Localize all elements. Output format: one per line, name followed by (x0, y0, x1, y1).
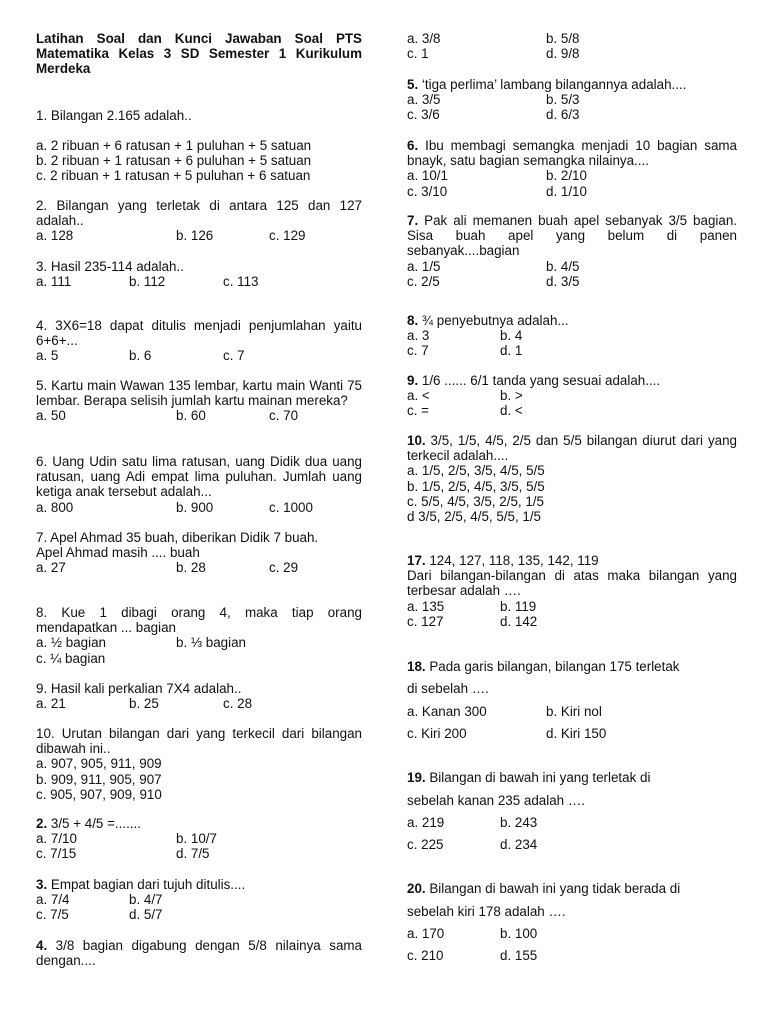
option-c: c. 7 (223, 348, 245, 364)
option-c: c. 28 (223, 696, 253, 712)
option-b: b. 2 ribuan + 1 ratusan + 6 puluhan + 5 satuan (36, 153, 312, 169)
option-row (36, 348, 362, 363)
option-a: a. 800 (36, 499, 74, 515)
question-left-7 (36, 530, 362, 576)
option-a: a. 3/8 (407, 31, 441, 46)
option-a: a. 3 (407, 328, 430, 344)
option-c: c. 70 (269, 408, 299, 424)
option-d: d. 6/3 (546, 107, 580, 123)
option-row (407, 31, 737, 46)
option-a: a. < (407, 388, 430, 404)
option-c: c. 3/6 (407, 107, 440, 123)
question-left-fraction-2 (36, 816, 362, 862)
question-text: 6. Uang Udin satu lima ratusan, uang Didik dua uang ratusan, uang Adi empat lima puluhan. Jumlah uang ketiga anak tersebut adalah... (36, 454, 362, 500)
option-row (36, 274, 362, 289)
option-c: c. 1000 (269, 499, 313, 515)
option-c: c. 113 (223, 274, 259, 290)
option-d: d 3/5, 2/5, 4/5, 5/5, 1/5 (407, 509, 542, 525)
question-left-8 (36, 605, 362, 666)
option-b: b. 25 (129, 696, 159, 712)
option-a: a. 27 (36, 560, 66, 576)
question-left-5 (36, 378, 362, 424)
question-right-9 (407, 373, 737, 419)
option-row (407, 388, 737, 403)
question-text-extra: sebelah kanan 235 adalah …. (407, 793, 585, 808)
option-row (36, 892, 362, 907)
option-row (36, 831, 362, 846)
question-left-1 (36, 108, 362, 123)
question-number: 20. (407, 881, 426, 896)
question-text-extra: sebelah kiri 178 adalah …. (407, 904, 566, 919)
option-b: b. 4/5 (546, 258, 580, 274)
question-number: 3. (36, 877, 48, 892)
option-c: c. 1 (407, 46, 429, 62)
question-text: 7. Apel Ahmad 35 buah, diberikan Didik 7 buah. (36, 530, 319, 545)
question-right-5 (407, 77, 737, 123)
option-b: b. 2/10 (546, 168, 587, 184)
question-text: 3/8 bagian digabung dengan 5/8 nilainya sama dengan.... (36, 938, 362, 969)
option-c: c. Kiri 200 (407, 726, 467, 741)
option-c: c. 129 (269, 228, 306, 244)
option-b: b. 100 (500, 926, 538, 941)
option-a: a. 1/5 (407, 258, 441, 274)
option-d: d. 234 (500, 837, 538, 852)
option-b: b. 5/8 (546, 31, 580, 46)
option-a: a. 170 (407, 926, 445, 941)
option-d: d. 5/7 (129, 907, 163, 923)
option-a: a. 7/10 (36, 831, 77, 847)
question-left-fraction-3 (36, 877, 362, 923)
option-b: b. 4/7 (129, 892, 163, 908)
question-text: ¾ penyebutnya adalah... (418, 313, 569, 328)
question-text: 9. Hasil kali perkalian 7X4 adalah.. (36, 681, 242, 696)
option-b: b. ⅓ bagian (176, 635, 246, 651)
option-a: a. 50 (36, 408, 66, 424)
option-b: b. 909, 911, 905, 907 (36, 771, 162, 787)
question-text: Ibu membagi semangka menjadi 10 bagian sama bnayk, satu bagian semangka nilainya.... (407, 138, 737, 169)
option-d: d. 1/10 (546, 183, 587, 199)
option-row (407, 184, 737, 199)
option-d: d. 155 (500, 948, 538, 963)
option-list (36, 138, 362, 184)
option-row (407, 92, 737, 107)
option-row (407, 168, 737, 183)
question-number: 8. (407, 313, 419, 328)
option-b: b. 119 (500, 598, 537, 614)
option-d: d. Kiri 150 (546, 726, 607, 741)
option-row (36, 408, 362, 423)
option-a: a. 219 (407, 815, 445, 830)
question-number: 10. (407, 433, 426, 448)
option-b: b. 6 (129, 348, 152, 364)
question-number: 17. (407, 553, 426, 568)
question-text: ‘tiga perlima’ lambang bilangannya adalah.... (418, 77, 687, 92)
question-text: 3/5, 1/5, 4/5, 2/5 dan 5/5 bilangan diurut dari yang terkecil adalah.... (407, 433, 737, 464)
option-a: a. 111 (36, 274, 72, 290)
option-c: c. 127 (407, 613, 444, 629)
question-left-3 (36, 259, 362, 289)
question-text: 2. Bilangan yang terletak di antara 125 dan 127 adalah.. (36, 198, 362, 229)
question-text: Bilangan di bawah ini yang tidak berada di (425, 881, 681, 896)
option-row (407, 328, 737, 343)
question-right-7 (407, 213, 737, 289)
option-c: c. 2 ribuan + 1 ratusan + 5 puluhan + 6 satuan (36, 168, 311, 184)
question-text: 3. Hasil 235-114 adalah.. (36, 259, 184, 274)
question-text-extra: di sebelah …. (407, 681, 489, 696)
option-row (407, 403, 737, 418)
question-text: Empat bagian dari tujuh ditulis.... (47, 877, 246, 892)
option-c: c. 29 (269, 560, 299, 576)
option-row (36, 228, 362, 243)
option-a: a. 10/1 (407, 168, 448, 184)
option-b: b. 5/3 (546, 92, 580, 108)
question-text: Pada garis bilangan, bilangan 175 terletak (425, 659, 680, 674)
question-number: 9. (407, 373, 419, 388)
option-b: b. Kiri nol (546, 704, 602, 719)
option-b: b. 126 (176, 228, 214, 244)
option-a: a. 135 (407, 598, 445, 614)
option-c: c. 2/5 (407, 273, 440, 289)
option-a: a. 3/5 (407, 92, 441, 108)
option-a: a. 1/5, 2/5, 3/5, 4/5, 5/5 (407, 463, 545, 479)
option-d: d. 3/5 (546, 273, 580, 289)
option-b: b. 28 (176, 560, 206, 576)
option-b: b. 900 (176, 499, 214, 515)
option-a: a. ½ bagian (36, 635, 106, 651)
option-a: a. 907, 905, 911, 909 (36, 756, 162, 772)
question-text: 1/6 ...... 6/1 tanda yang sesuai adalah.... (418, 373, 661, 388)
question-number: 7. (407, 213, 419, 228)
question-right-19 (407, 770, 737, 785)
option-c: c. 5/5, 4/5, 3/5, 2/5, 1/5 (407, 493, 544, 509)
option-row (36, 907, 362, 922)
option-c: c. 210 (407, 948, 444, 963)
question-text: 4. 3X6=18 dapat ditulis menjadi penjumlahan yaitu 6+6+... (36, 318, 362, 349)
option-c: c. 7/5 (36, 907, 69, 923)
option-a: a. 7/4 (36, 892, 70, 908)
question-right-17 (407, 553, 737, 629)
option-row (407, 599, 737, 614)
question-right-10 (407, 433, 737, 524)
option-b: b. 10/7 (176, 831, 217, 847)
option-row (36, 696, 362, 711)
option-b: b. 243 (500, 815, 538, 830)
question-left-6 (36, 454, 362, 515)
option-row (407, 259, 737, 274)
option-c: c. = (407, 403, 429, 419)
option-row (407, 107, 737, 122)
question-left-4 (36, 318, 362, 364)
question-text-extra: Dari bilangan-bilangan di atas maka bilangan yang terbesar adalah …. (407, 568, 737, 599)
question-number: 4. (36, 938, 48, 953)
option-d: d. < (500, 403, 523, 419)
option-row (36, 500, 362, 515)
question-text: 1. Bilangan 2.165 adalah.. (36, 108, 192, 123)
option-a: a. 21 (36, 696, 66, 712)
question-number: 5. (407, 77, 419, 92)
option-c: c. 3/10 (407, 183, 448, 199)
option-d: d. 142 (500, 613, 538, 629)
question-number: 2. (36, 816, 48, 831)
question-text: 124, 127, 118, 135, 142, 119 (425, 553, 599, 568)
option-b: b. 1/5, 2/5, 4/5, 3/5, 5/5 (407, 478, 545, 494)
option-a: a. Kanan 300 (407, 704, 487, 719)
option-row (36, 846, 362, 861)
option-a: a. 128 (36, 228, 74, 244)
question-left-fraction-4 (36, 938, 362, 968)
question-text: 5. Kartu main Wawan 135 lembar, kartu main Wanti 75 lembar. Berapa selisih jumlah kartu mainan mereka? (36, 378, 362, 409)
question-text-extra: Apel Ahmad masih .... buah (36, 545, 200, 561)
question-right-8 (407, 313, 737, 359)
option-a: a. 2 ribuan + 6 ratusan + 1 puluhan + 5 satuan (36, 138, 312, 153)
option-a: a. 5 (36, 348, 59, 364)
question-number: 18. (407, 659, 426, 674)
question-right-6 (407, 138, 737, 199)
option-c: c. ¼ bagian (36, 650, 106, 666)
option-b: b. 112 (129, 274, 166, 290)
question-number: 19. (407, 770, 426, 785)
option-d: d. 1 (500, 343, 523, 359)
option-b: b. 60 (176, 408, 206, 424)
question-text: Bilangan di bawah ini yang terletak di (425, 770, 651, 785)
option-row (407, 614, 737, 629)
option-row (407, 343, 737, 358)
option-row (407, 46, 737, 61)
option-row (36, 560, 362, 575)
option-b: b. 4 (500, 328, 523, 344)
option-c: c. 905, 907, 909, 910 (36, 786, 162, 802)
option-b: b. > (500, 388, 523, 404)
page-title: Latihan Soal dan Kunci Jawaban Soal PTS Matematika Kelas 3 SD Semester 1 Kurikulum Merdeka (36, 31, 362, 77)
option-row (36, 635, 362, 650)
continued-options (407, 31, 737, 61)
option-d: d. 7/5 (176, 846, 210, 862)
question-left-2 (36, 198, 362, 244)
option-c: c. 225 (407, 837, 444, 852)
option-c: c. 7 (407, 343, 429, 359)
option-row (407, 274, 737, 289)
question-text: 8. Kue 1 dibagi orang 4, maka tiap orang mendapatkan ... bagian (36, 605, 362, 636)
question-text: 10. Urutan bilangan dari yang terkecil dari bilangan dibawah ini.. (36, 726, 362, 757)
option-c: c. 7/15 (36, 846, 77, 862)
question-text: 3/5 + 4/5 =....... (47, 816, 141, 831)
question-left-9 (36, 681, 362, 711)
question-right-18 (407, 659, 737, 674)
question-left-10 (36, 726, 362, 802)
option-d: d. 9/8 (546, 46, 580, 62)
question-right-20 (407, 881, 737, 896)
question-text: Pak ali memanen buah apel sebanyak 3/5 bagian. Sisa buah apel yang belum di panen sebanyak....bagian (407, 213, 737, 259)
question-number: 6. (407, 138, 419, 153)
